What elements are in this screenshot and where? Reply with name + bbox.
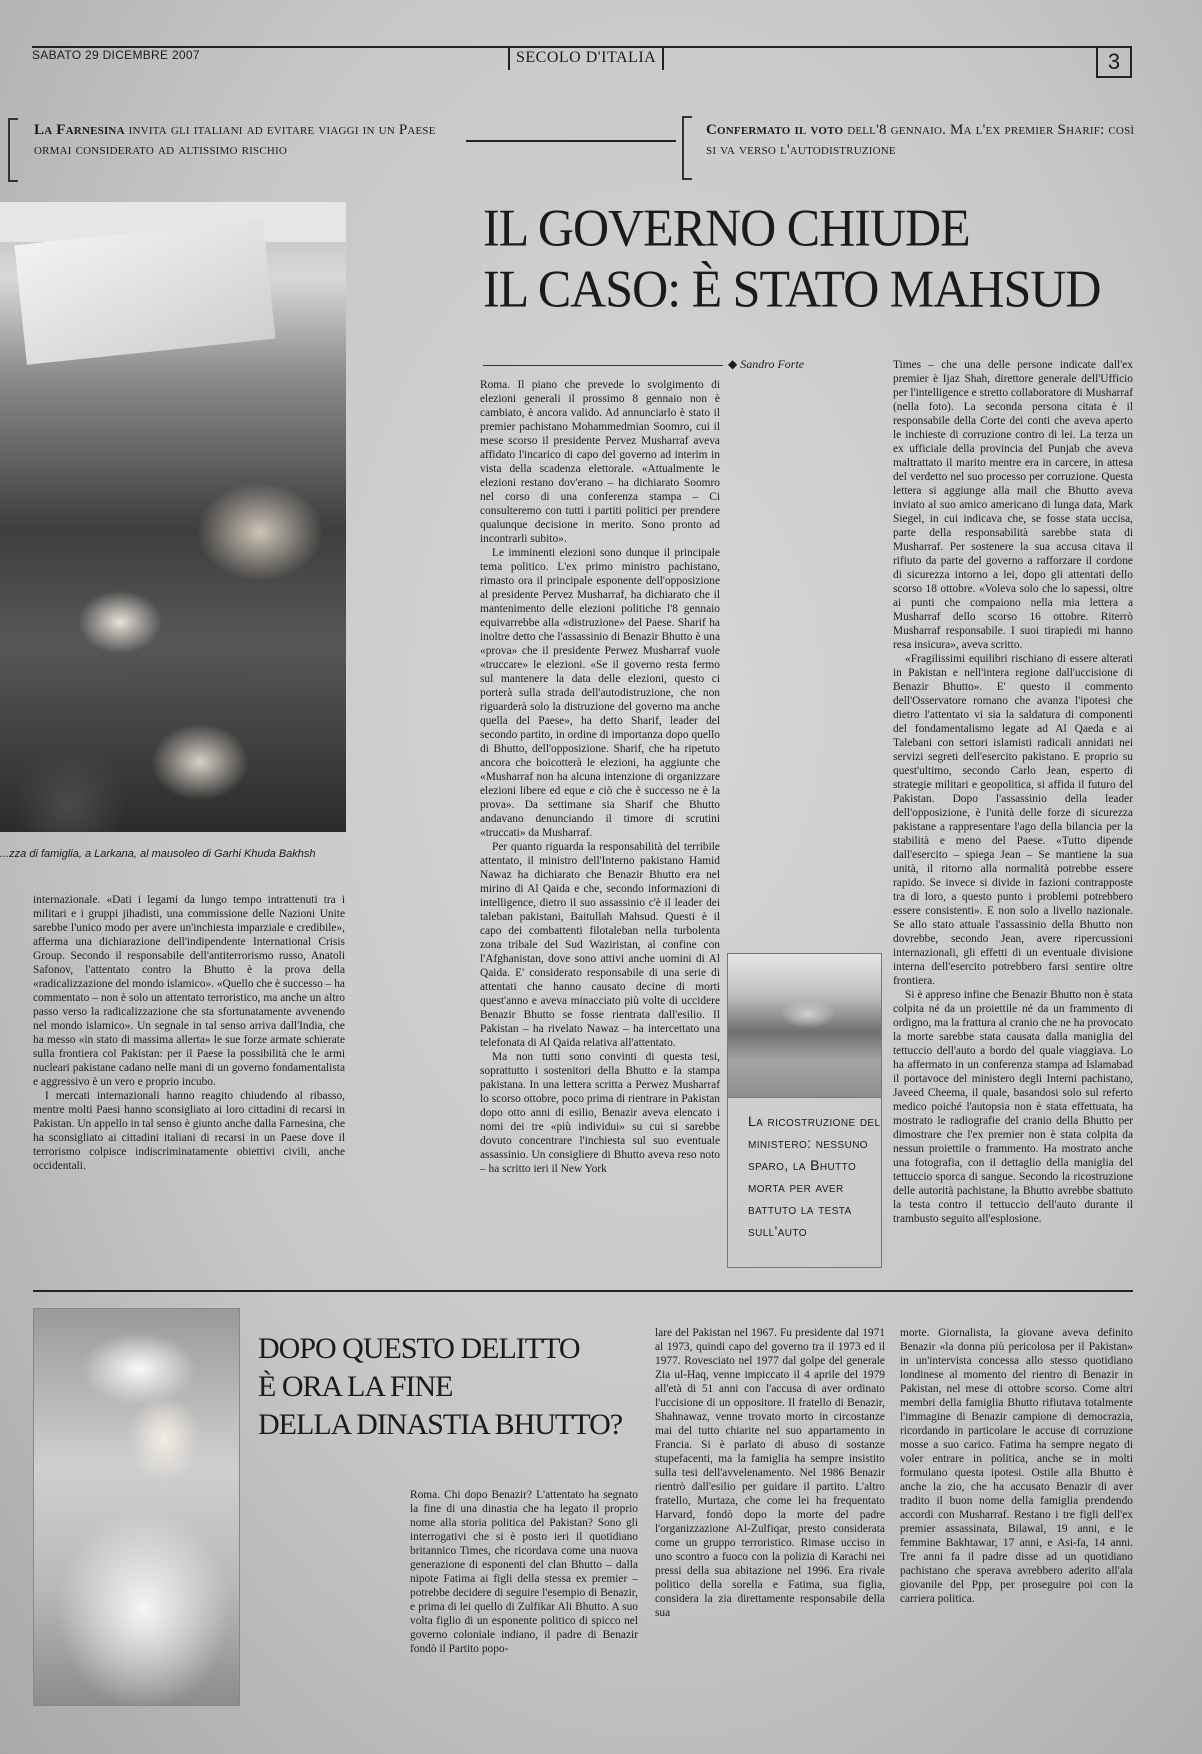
kicker-right-text: dell'8 gennaio. Ma l'ex premier Sharif: così si va verso l'autodistruzione (706, 122, 1135, 158)
kicker-left-bracket (8, 118, 18, 182)
byline: ◆ Sandro Forte (728, 357, 805, 371)
paragraph: I mercati internazionali hanno reagito chiudendo al ribasso, mentre molti Paesi hanno sconsigliato ai loro cittadini di recarsi in Pakistan. Un appello in tal senso è giunto anche dalla Farnesina, che ha sconsigliato ai cittadini italiani di recarsi in un Paese dove il terrorismo colpisce indiscriminatamente obiettivi civili, anche occidentali. (33, 1090, 345, 1172)
kicker-left-text: invita gli italiani ad evitare viaggi in un Paese ormai considerato ad altissimo rischio (34, 122, 436, 158)
paragraph: morte. Giornalista, la giovane aveva definito Benazir «la donna più pericolosa per il Pakistan» in un'intervista concessa allo stesso quotidiano londinese al momento del rientro di Benazir in Pakistan, nel mese di ottobre scorso. Come altri membri della famiglia Bhutto rifiutava totalmente l'immagine di Benazir campione di democrazia, ricordando in particolare le accuse di corruzione mosse a suo carico. Fatima ha sempre negato di voler entrare in politica, anche se in molti formulano questa ipotesi. Ostile alla Bhutto è anche la zio, che ha accusato Benazir di aver tradito il buon nome della famiglia prendendo accordi con Musharraf. Restano i tre figli dell'ex premier assassinata, Bilawal, 19 anni, e le femmine Bakhtawar, 17 anni, e Asi-fa, 14 anni. Tre anni fa il padre disse ad un quotidiano pachistano che sperava avrebbero aderito all'ala giovanile del Ppp, per proseguire poi con la carriera politica. (900, 1327, 1133, 1605)
second-article-column-3 (900, 1326, 1133, 1713)
paragraph: Per quanto riguarda la responsabilità del terribile attentato, il ministro dell'Interno pakistano Hamid Nawaz ha dichiarato che Benazir Bhutto era nel mirino di Al Qaida e che, secondo informazioni di intelligence, dietro il suo assassinio c'è il leader dei taleban pakistani, Baitullah Mahsud. Questi è il capo dei combattenti filotaleban nella turbolenta zona tribale del Sud Waziristan, al confine con l'Afghanistan, dove sono attivi anche uomini di Al Qaida. E' considerato responsabile di una serie di attentati che hanno causato decine di morti quest'anno e aveva minacciato più volte di uccidere Benazir Bhutto se fosse rientrata dall'esilio. Il Pakistan – ha rivelato Nawaz – ha intercettato una telefonata di Al Qaida relativa all'attentato. (480, 841, 720, 1049)
page-number: 3 (1096, 48, 1132, 78)
paragraph: Times – che una delle persone indicate dall'ex premier è Ijaz Shah, direttore generale dell'Ufficio per l'intelligence e stretto collaboratore di Musharraf (nella foto). La seconda persona citata è il responsabile della Corte dei conti che aveva aperto le inchieste di corruzione contro di lei. La terza un ex ufficiale della provincia del Punjab che aveva maltrattato il marito mentre era in carcere, in attesa del verdetto nel suo processo per corruzione. Questa lettera si aggiunge alla mail che Bhutto aveva inviato al suo amico americano di lunga data, Mark Siegel, in cui indicava che, se fosse stata uccisa, parte della responsabilità sarebbe stata di Musharraf. Per sostenere la sua accusa citava il rifiuto da parte del governo a rafforzare il cordone di sicurezza intorno a lei, dopo gli attentati dello scorso 18 ottobre. «Voleva solo che lo sapessi, oltre ai punti che compaiono nella mia lettera a Musharraf dello scorso 16 ottobre. Riterrò Musharraf responsabile. I suoi tirapiedi mi hanno resa insicura», aveva scritto. (893, 359, 1133, 651)
kicker-rule (466, 140, 676, 142)
byline-rule (483, 365, 723, 366)
kicker-right-bracket (682, 116, 692, 180)
paragraph: Ma non tutti sono convinti di questa tesi, soprattutto i sostenitori della Bhutto e la stampa pakistana. In una lettera scritta a Perwez Musharraf lo scorso ottobre, poco prima di rientrare in Pakistan dopo otto anni di esilio, Benazir aveva elencato i nomi dei tre «più individui» su cui si sarebbe dovuto concentrare l'inchiesta sul suo eventuale assassinio. Un consigliere di Bhutto aveva reso noto – ha scritto ieri il New York (480, 1051, 720, 1175)
paragraph: lare del Pakistan nel 1967. Fu presidente dal 1971 al 1973, quindi capo del governo tra il 1973 ed il 1977. Rovesciato nel 1977 dal golpe del generale Zia ul-Haq, venne impiccato il 4 aprile del 1979 all'età di 51 anni con l'accusa di aver ordinato l'uccisione di un oppositore. Il fratello di Benazir, Shahnawaz, venne trovato morto in circostanze mai del tutto chiarite nel suo appartamento in Francia. Si è parlato di abuso di sostanze stupefacenti, ma la famiglia ha sempre insistito sulla tesi dell'avvelenamento. Nel 1986 Benazir rientrò dall'esilio per guidare il partito. L'altro fratello, Murtaza, che come lei ha frequentato Harvard, fondò dopo la morte del padre l'organizzazione Al-Zulfiqar, presto considerata come un gruppo terroristico. Rimase ucciso in uno scontro a fuoco con la polizia di Karachi nei pressi della sua abitazione nel 1996. Era rivale politico della sorella e Fatima, sua figlia, considera la zia direttamente responsabile della sua (655, 1327, 885, 1619)
funeral-crowd-photo (0, 202, 346, 832)
paragraph: internazionale. «Dati i legami da lungo tempo intrattenuti tra i militari e i gruppi jihadisti, una commissione delle Nazioni Unite sarebbe l'unico modo per avere un'inchiesta imparziale e credibile», afferma una dichiarazione dell'indipendente International Crisis Group. Secondo il responsabile dell'antiterrorismo russo, Anatoli Safonov, l'attentato contro la Bhutto è la prova della «radicalizzazione del mondo islamico». «Quello che è successo – ha commentato – non è solo un attentato terroristico, ma anche un altro passo verso la radicalizzazione che sta sfortunatamente avvenendo nel mondo islamico». Un segnale in tal senso arriva dall'India, che ha messo «in stato di massima allerta» le sue forze armate schierate sulla frontiera col Pakistan: per il Paese la possibilità che le armi nucleari pakistane cadano nelle mani di un governo fondamentalista e aggressivo è un vero e proprio incubo. (33, 894, 345, 1088)
photo-caption: ...zza di famiglia, a Larkana, al mausoleo di Garhi Khuda Bakhsh (0, 848, 316, 860)
photo-coffin-banner (14, 219, 275, 364)
kicker-left (34, 120, 454, 160)
side-callout-text: La ricostruzione del ministero: nessuno sparo, la Bhutto morta per aver battuto la testa sull'auto (748, 1113, 881, 1239)
paragraph: Si è appreso infine che Benazir Bhutto non è stata colpita né da un proiettile né da un frammento di ordigno, ma la frattura al cranio che ne ha provocato la morte sarebbe stata causata dalla maniglia del tettuccio dell'auto a bordo del quale viaggiava. Lo ha affermato in un conferenza stampa ad Islamabad il portavoce del ministero degli Interni pachistano, Javeed Cheema, il quale, basandosi solo sul referto medico poiché l'autopsia non è stata effettuata, ha mostrato le radiografie del cranio della Bhutto per dimostrare che l'ex premier non è stata colpita da nessun proiettile o frammento. Ha mostrato anche una fotografia, con il dettaglio della maniglia del tettuccio sporca di sangue. Secondo la ricostruzione delle autorità pachistane, la Bhutto avrebbe sbattuto la testa contro il tettuccio dell'auto durante il trambusto seguito all'esplosione. (893, 989, 1133, 1225)
main-headline-line-2: IL CASO: È STATO MAHSUD (483, 259, 1101, 318)
main-headline (483, 197, 1153, 319)
masthead-title: SECOLO D'ITALIA (508, 48, 664, 70)
paragraph: «Fragilissimi equilibri rischiano di essere alterati in Pakistan e nell'intera regione dall'uccisione di Benazir Bhutto». E' questo il commento dell'Osservatore romano che avanza l'ipotesi che dietro l'attentato vi sia la saldatura di componenti del fondamentalismo legate ad Al Qaeda e ai Talebani con settori islamisti radicali annidati nei servizi segreti dell'esercito pakistano. E proprio su quest'ultimo, secondo Carlo Jean, esperto di strategie militari e geopolitica, si affida il futuro del Pakistan. Dopo l'assassinio della leader dell'opposizione, è l'unità delle forze di sicurezza pakistane a rappresentare l'ago della bilancia per la stabilità e meno del Paese. «Tutto dipende dall'esercito – spiega Jean – Se mantiene la sua unità, il ritorno alla normalità potrebbe essere rapido. Se invece si divide in fazioni contrapposte tra di loro, a questo punto i problemi potrebbero essere consistenti». E non solo a livello nazionale. Se allo stato attuale l'assassinio della Bhutto non dovrebbe, secondo Jean, avere ripercussioni internazionali, gli effetti di un eventuale divisione interna dell'esercito potrebbero farsi sentire oltre frontiera. (893, 653, 1133, 987)
main-headline-line-1: IL GOVERNO CHIUDE (483, 198, 970, 257)
second-headline-line-2: È ORA LA FINE (258, 1370, 453, 1403)
paragraph: Roma. Chi dopo Benazir? L'attentato ha segnato la fine di una dinastia che ha legato il proprio nome alla storia politica del Pakistan? Sono gli interrogativi che si è posto ieri il quotidiano britannico Times, che ricordava come una nuova generazione di esponenti del clan Bhutto – dalla nipote Fatima ai figli della stessa ex premier – potrebbe decidere di seguire l'esempio di Benazir, e prima di lei quello di Zulfikar Ali Bhutto. A suo volta figlio di un esponente politico di spicco nel governo coloniale indiano, il padre di Benazir fondò il Partito popo- (410, 1489, 638, 1655)
second-headline-line-1: DOPO QUESTO DELITTO (258, 1332, 580, 1365)
second-article-column-2 (655, 1326, 885, 1713)
main-article-column-left (33, 893, 345, 1278)
section-divider (33, 1290, 1133, 1292)
paragraph: Le imminenti elezioni sono dunque il principale tema politico. L'ex primo ministro pachistano, rimasto ora il principale esponente dell'opposizione al presidente Pervez Musharraf, ha dichiarato che il mantenimento delle elezioni politiche l'8 gennaio equivarrebbe alla «distruzione» del Paese. Sharif ha inoltre detto che l'assassinio di Benazir Bhutto è una «prova» che il presidente Perwez Musharraf vuole «truccare» le elezioni. «Se il governo resta fermo sul mantenere la data delle elezioni, questo ci porterà sulla strada dell'autodistruzione, che non riguarderà solo la distruzione del governo ma anche quella del Paese», ha detto Sharif, leader del secondo partito, in ordine di importanza dopo quello di Bhutto, dell'opposizione. Sharif, che ha ripetuto ancora che boicotterà le elezioni, ha aggiunte che «Musharraf non ha alcuna intenzione di organizzare elezioni libere ed eque e ciò che è successo ne è la prova». Da settimane sia Sharif che Bhutto andavano denunciando il timore di scrutini «truccati» da Musharraf. (480, 547, 720, 839)
kicker-right (706, 120, 1146, 160)
main-article-column-2 (893, 358, 1133, 1268)
car-wreck-photo (727, 953, 882, 1098)
benazir-portrait-photo (33, 1308, 240, 1706)
second-headline (258, 1330, 638, 1444)
kicker-right-lead: Confermato il voto (706, 122, 844, 138)
second-article-column-1 (410, 1488, 638, 1713)
second-headline-line-3: DELLA DINASTIA BHUTTO? (258, 1408, 623, 1441)
kicker-left-lead: La Farnesina (34, 122, 125, 138)
masthead-date: SABATO 29 DICEMBRE 2007 (32, 48, 200, 62)
main-article-column-1 (480, 378, 720, 1268)
paragraph: Roma. Il piano che prevede lo svolgimento di elezioni generali il prossimo 8 gennaio non è cambiato, è ancora valido. Ad annunciarlo è stato il premier pachistano Mohammedmian Soomro, cui il mese scorso il presidente Pervez Musharraf aveva affidato l'incarico di capo del governo ad interim in vista della scadenza elettorale. «Attualmente le elezioni restano dov'erano – ha dichiarato Soomro nel corso di una conferenza stampa – Ci consulteremo con tutti i partiti politici per prendere qualunque decisione in merito. Sono pronto ad incontrarli subito». (480, 379, 720, 545)
